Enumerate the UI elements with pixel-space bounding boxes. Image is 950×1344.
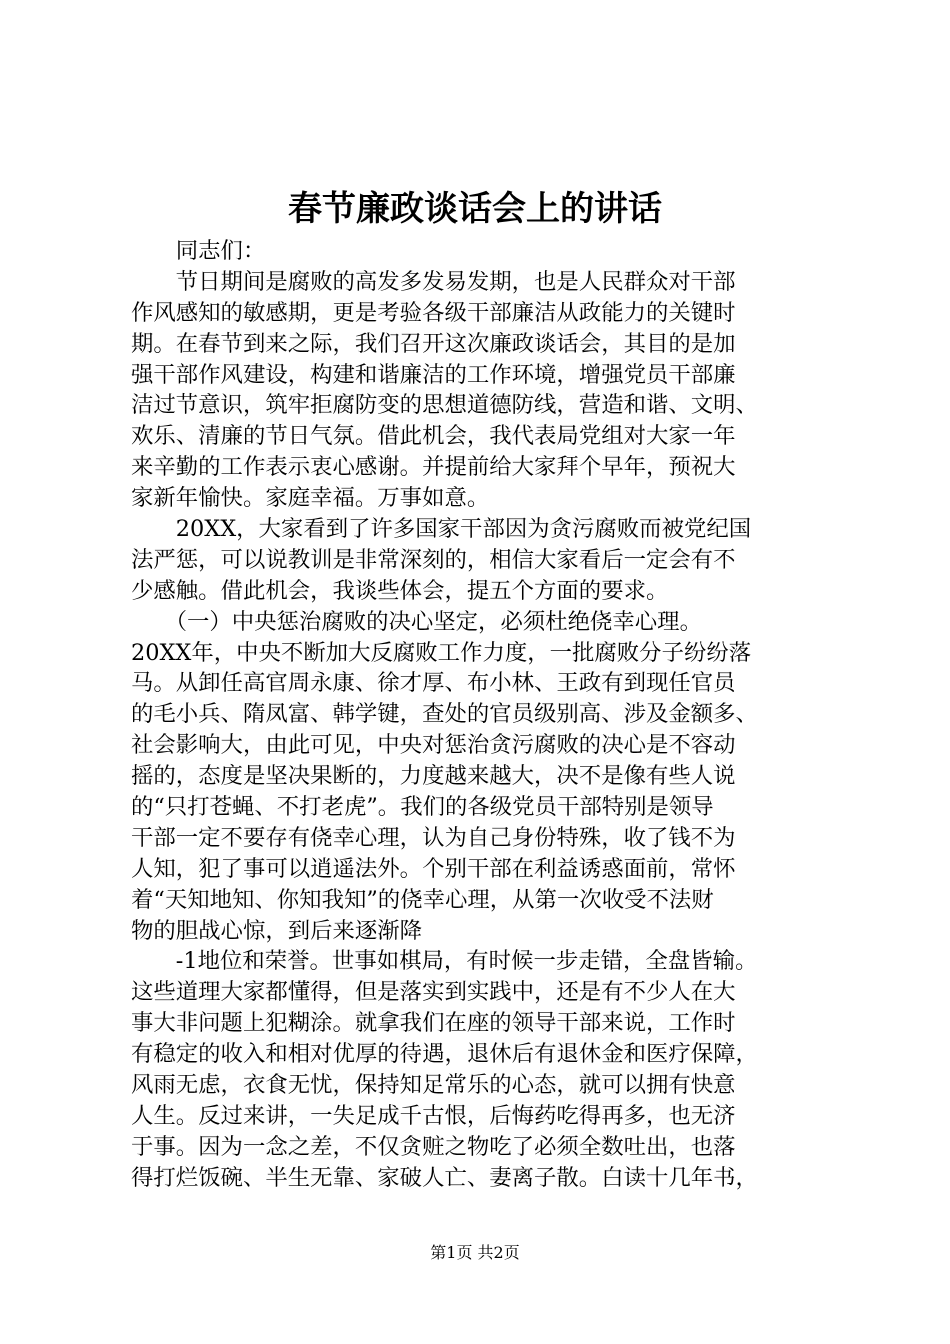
page-footer: 第1页 共2页 <box>430 1243 520 1262</box>
document-body <box>131 236 831 1194</box>
text-line: 风雨无虑，衣食无忧，保持知足常乐的心态，就可以拥有快意 <box>131 1072 736 1099</box>
text-line: 摇的，态度是坚决果断的，力度越来越大，决不是像有些人说 <box>131 763 736 790</box>
text-line: 洁过节意识，筑牢拒腐防变的思想道德防线，营造和谐、文明、 <box>131 392 758 419</box>
text-line: -1地位和荣誉。世事如棋局，有时候一步走错，全盘皆输。 <box>131 948 758 975</box>
document-title: 春节廉政谈话会上的讲话 <box>288 189 662 229</box>
text-line: 事大非问题上犯糊涂。就拿我们在座的领导干部来说，工作时 <box>131 1010 736 1037</box>
text-line: 马。从卸任高官周永康、徐才厚、布小林、王政有到现任官员 <box>131 670 736 697</box>
text-line: 20XX，大家看到了许多国家干部因为贪污腐败而被党纪国 <box>131 516 752 543</box>
text-line: 来辛勤的工作表示衷心感谢。并提前给大家拜个早年，预祝大 <box>131 454 736 481</box>
text-line: 家新年愉快。家庭幸福。万事如意。 <box>131 485 490 512</box>
text-line: 干部一定不要存有侥幸心理，认为自己身份特殊，收了钱不为 <box>131 824 736 851</box>
text-line: 同志们： <box>131 238 266 264</box>
text-line: 于事。因为一念之差，不仅贪赃之物吃了必须全数吐出，也落 <box>131 1133 736 1160</box>
text-line: 少感触。借此机会，我谈些体会，提五个方面的要求。 <box>131 577 669 604</box>
text-line: 欢乐、清廉的节日气氛。借此机会，我代表局党组对大家一年 <box>131 423 736 450</box>
text-line: 着“天知地知、你知我知”的侥幸心理，从第一次收受不法财 <box>131 886 714 913</box>
text-line: （一）中央惩治腐败的决心坚定，必须杜绝侥幸心理。 <box>131 608 702 635</box>
text-line: 这些道理大家都懂得，但是落实到实践中，还是有不少人在大 <box>131 979 736 1006</box>
text-line: 强干部作风建设，构建和谐廉洁的工作环境，增强党员干部廉 <box>131 361 736 388</box>
text-line: 得打烂饭碗、半生无靠、家破人亡、妻离子散。白读十几年书， <box>131 1164 758 1191</box>
text-line: 社会影响大，由此可见，中央对惩治贪污腐败的决心是不容动 <box>131 732 736 759</box>
text-line: 人知，犯了事可以逍遥法外。个别干部在利益诱惑面前，常怀 <box>131 855 736 882</box>
text-line: 有稳定的收入和相对优厚的待遇，退休后有退休金和医疗保障， <box>131 1041 758 1068</box>
text-line: 期。在春节到来之际，我们召开这次廉政谈话会，其目的是加 <box>131 330 736 357</box>
text-line: 的“只打苍蝇、不打老虎”。我们的各级党员干部特别是领导 <box>131 794 714 821</box>
text-line: 人生。反过来讲，一失足成千古恨，后悔药吃得再多，也无济 <box>131 1102 736 1129</box>
text-line: 物的胆战心惊，到后来逐渐降 <box>131 917 423 944</box>
text-line: 法严惩，可以说教训是非常深刻的，相信大家看后一定会有不 <box>131 546 736 573</box>
text-line: 20XX年，中央不断加大反腐败工作力度，一批腐败分子纷纷落 <box>131 639 752 666</box>
text-line: 节日期间是腐败的高发多发易发期，也是人民群众对干部 <box>131 268 736 295</box>
text-line: 作风感知的敏感期，更是考验各级干部廉洁从政能力的关键时 <box>131 299 736 326</box>
text-line: 的毛小兵、隋凤富、韩学键，查处的官员级别高、涉及金额多、 <box>131 701 758 728</box>
